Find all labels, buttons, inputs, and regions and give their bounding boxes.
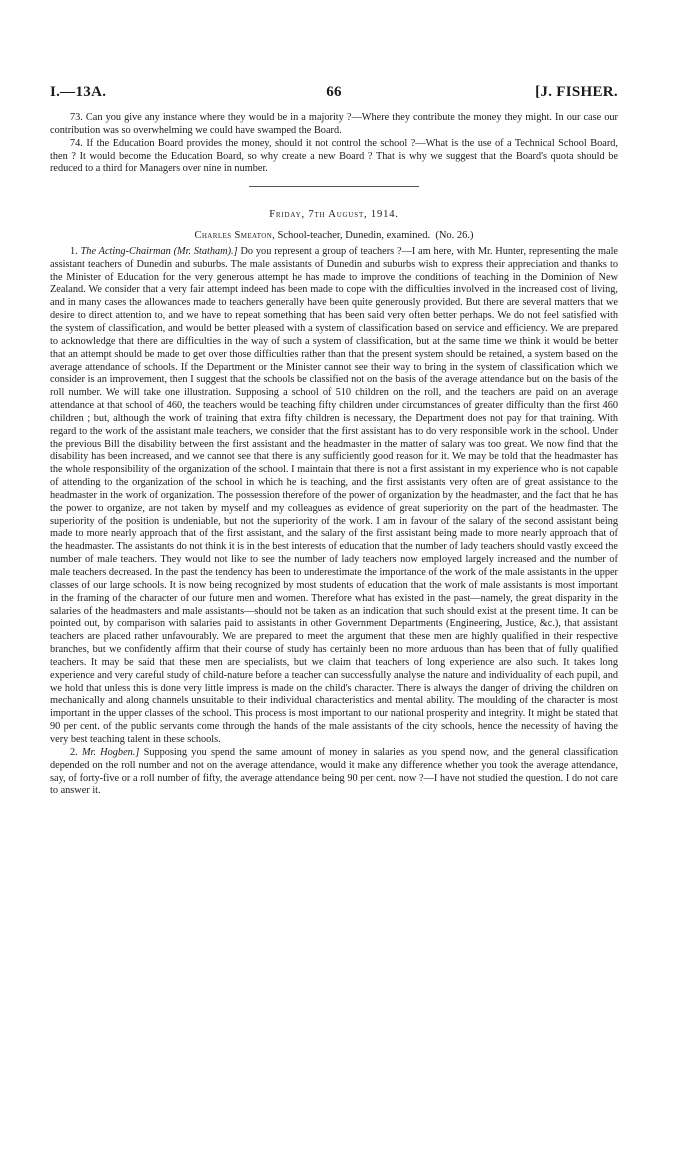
question-paragraph-73: 73. Can you give any instance where they would be in a majority ?—Where they contribute the money they might. In our case our contribution was so overwhelming we could have swamped the Board. (50, 112, 618, 136)
witness-heading (50, 230, 618, 243)
speaker-name: Mr. Hogben.] (81, 746, 140, 758)
session-date: Friday, 7th August, 1914. (269, 209, 399, 221)
question-paragraph-1 (50, 246, 618, 747)
witness-running-head: [J. FISHER. (535, 84, 618, 100)
question-paragraph-74: 74. If the Education Board provides the money, should it not control the school ?—What is the use of a Technical School Board, then ? It would become the Education Board, so why create a new Board ? That is why we suggest that the Board's quota should be reduced to a third for Managers over nine in number. (50, 137, 618, 175)
paper-reference: I.—13A. (50, 84, 107, 100)
speaker-name: The Acting-Chairman (Mr. Statham).] (80, 245, 238, 257)
witness-number: (No. 26.) (435, 230, 474, 242)
question-number: 2. (70, 746, 78, 758)
section-divider (249, 186, 419, 187)
document-page (50, 84, 618, 798)
witness-name: Charles Smeaton (194, 230, 273, 242)
question-text: Supposing you spend the same amount of money in salaries as you spend now, and the general classification depended on the roll number and not on the average attendance, would it make any difference whether you took the average attendance, say, of forty-five or a roll number of fifty, the average attendance being 90 per cent. now ?—I have not studied the question. I do not care to answer it. (50, 746, 619, 797)
question-text: Do you represent a group of teachers ?—I am here, with Mr. Hunter, representing the male assistant teachers of Dunedin and suburbs. The male assistants of Dunedin and suburbs wish to express their appreciation and thanks to the Minister of Education for the very generous attempt he has made to improve the conditions of teaching in the Dominion of New Zealand. We consider that a very fair attempt indeed has been made to cope with the difficulties involved in the increased cost of living, and in many cases the allowances made to teachers generally have been quite generously provided. But there are several matters that we desire to direct attention to, and we have to repeat something that has been said very often better perhaps. We do not feel satisfied with the system of classification, and would be better pleased with a system of classification based on service and efficiency. We are prepared to acknowledge that there are difficulties in the way of such a system of classification, but at the same time we think it would be better that an attempt should be made to get over those difficulties rather than that the present system should be retained, a system based on the average attendance of schools. If the Department or the Minister cannot see their way to bring in the system of classification which we consider is an improvement, then I suggest that the schools be classified not on the basis of the average attendance but on the basis of the roll number. We will take one illustration. Supposing a school of 510 children on the roll, and the teachers are paid on an average attendance at that school of 460, the teachers would be teaching fifty children under circumstances of greater difficulty than the first 460 children ; but, although the work of training that extra fifty children is necessary, the Department does not pay for that training. With regard to the work of the assistant male teachers, we consider that the first assistant has to do very responsible work in the school. Under the previous Bill the disability between the first assistant and the headmaster in the matter of salary was too great. We now find that the disability has been increased, and we cannot see that there is any sufficiently good reason for it. We may be told that the headmaster has the whole responsibility of the organization of the school. I maintain that there is not a first assistant in my experience who is not capable of attending to the organization of the school in which he is teaching, and the first assistants very often are of great assistance to the headmaster in the work of organization. The possession therefore of the power of organization by the headmaster, and the fact that he has the power to organize, are not taken by myself and my colleagues as evidence of great superiority on the part of the headmaster. The superiority of the position is undeniable, but not the superiority of the work. I am in favour of the salary of the second assistant being made to more nearly approach that of the first assistant, and the salary of the first assistant being made to more nearly approach that of the headmaster. The assistants do not think it is in the best interests of education that the number of lady teachers should vastly exceed the number of male teachers. They would not like to see the number of lady teachers now employed largely increased and the number of male teachers decreased. In the past the tendency has been to underestimate the importance of the work of the male assistants in the upper classes of our large schools. It is now being recognized by most students of education that the work of male assistants is most important in the framing of the character of our future men and women. Therefore what has existed in the past—namely, the great disparity in the salaries of the headmasters and male assistants—should not be taken as an indication that such should exist at the present time. It can be pointed out, by comparison with salaries paid to assistants in other Government Departments (Engineering, Justice, &c.), that assistant teachers are placed rather unfavourably. We are prepared to meet the argument that these men are highly qualified in their respective branches, but we confidently affirm that their course of study has certainly been no more arduous than has been that of fully qualified teachers. It may be said that these men are specialists, but we claim that teachers of long experience are also such. It takes long experience and very careful study of child-nature before a teacher can successfully analyse the nature and individuality of each pupil, and we hold that unless this is done very little impress is made on the child's character. There is always the danger of driving the children on mechanically and along channels unsuitable to their individual characteristics and mental ability. The moulding of the character is most important in the upper classes of the school. This process is most important to our national prosperity and integrity. It might be stated that 90 per cent. of the public servants come through the hands of the male assistants of the city schools, hence the necessity of having the very best teaching talent in these schools. (50, 245, 619, 745)
running-header (50, 84, 618, 104)
question-paragraph-2 (50, 747, 618, 798)
witness-description: , School-teacher, Dunedin, examined. (272, 230, 431, 242)
question-number: 1. (70, 245, 78, 257)
page-number: 66 (326, 84, 342, 100)
page-body (50, 112, 618, 798)
